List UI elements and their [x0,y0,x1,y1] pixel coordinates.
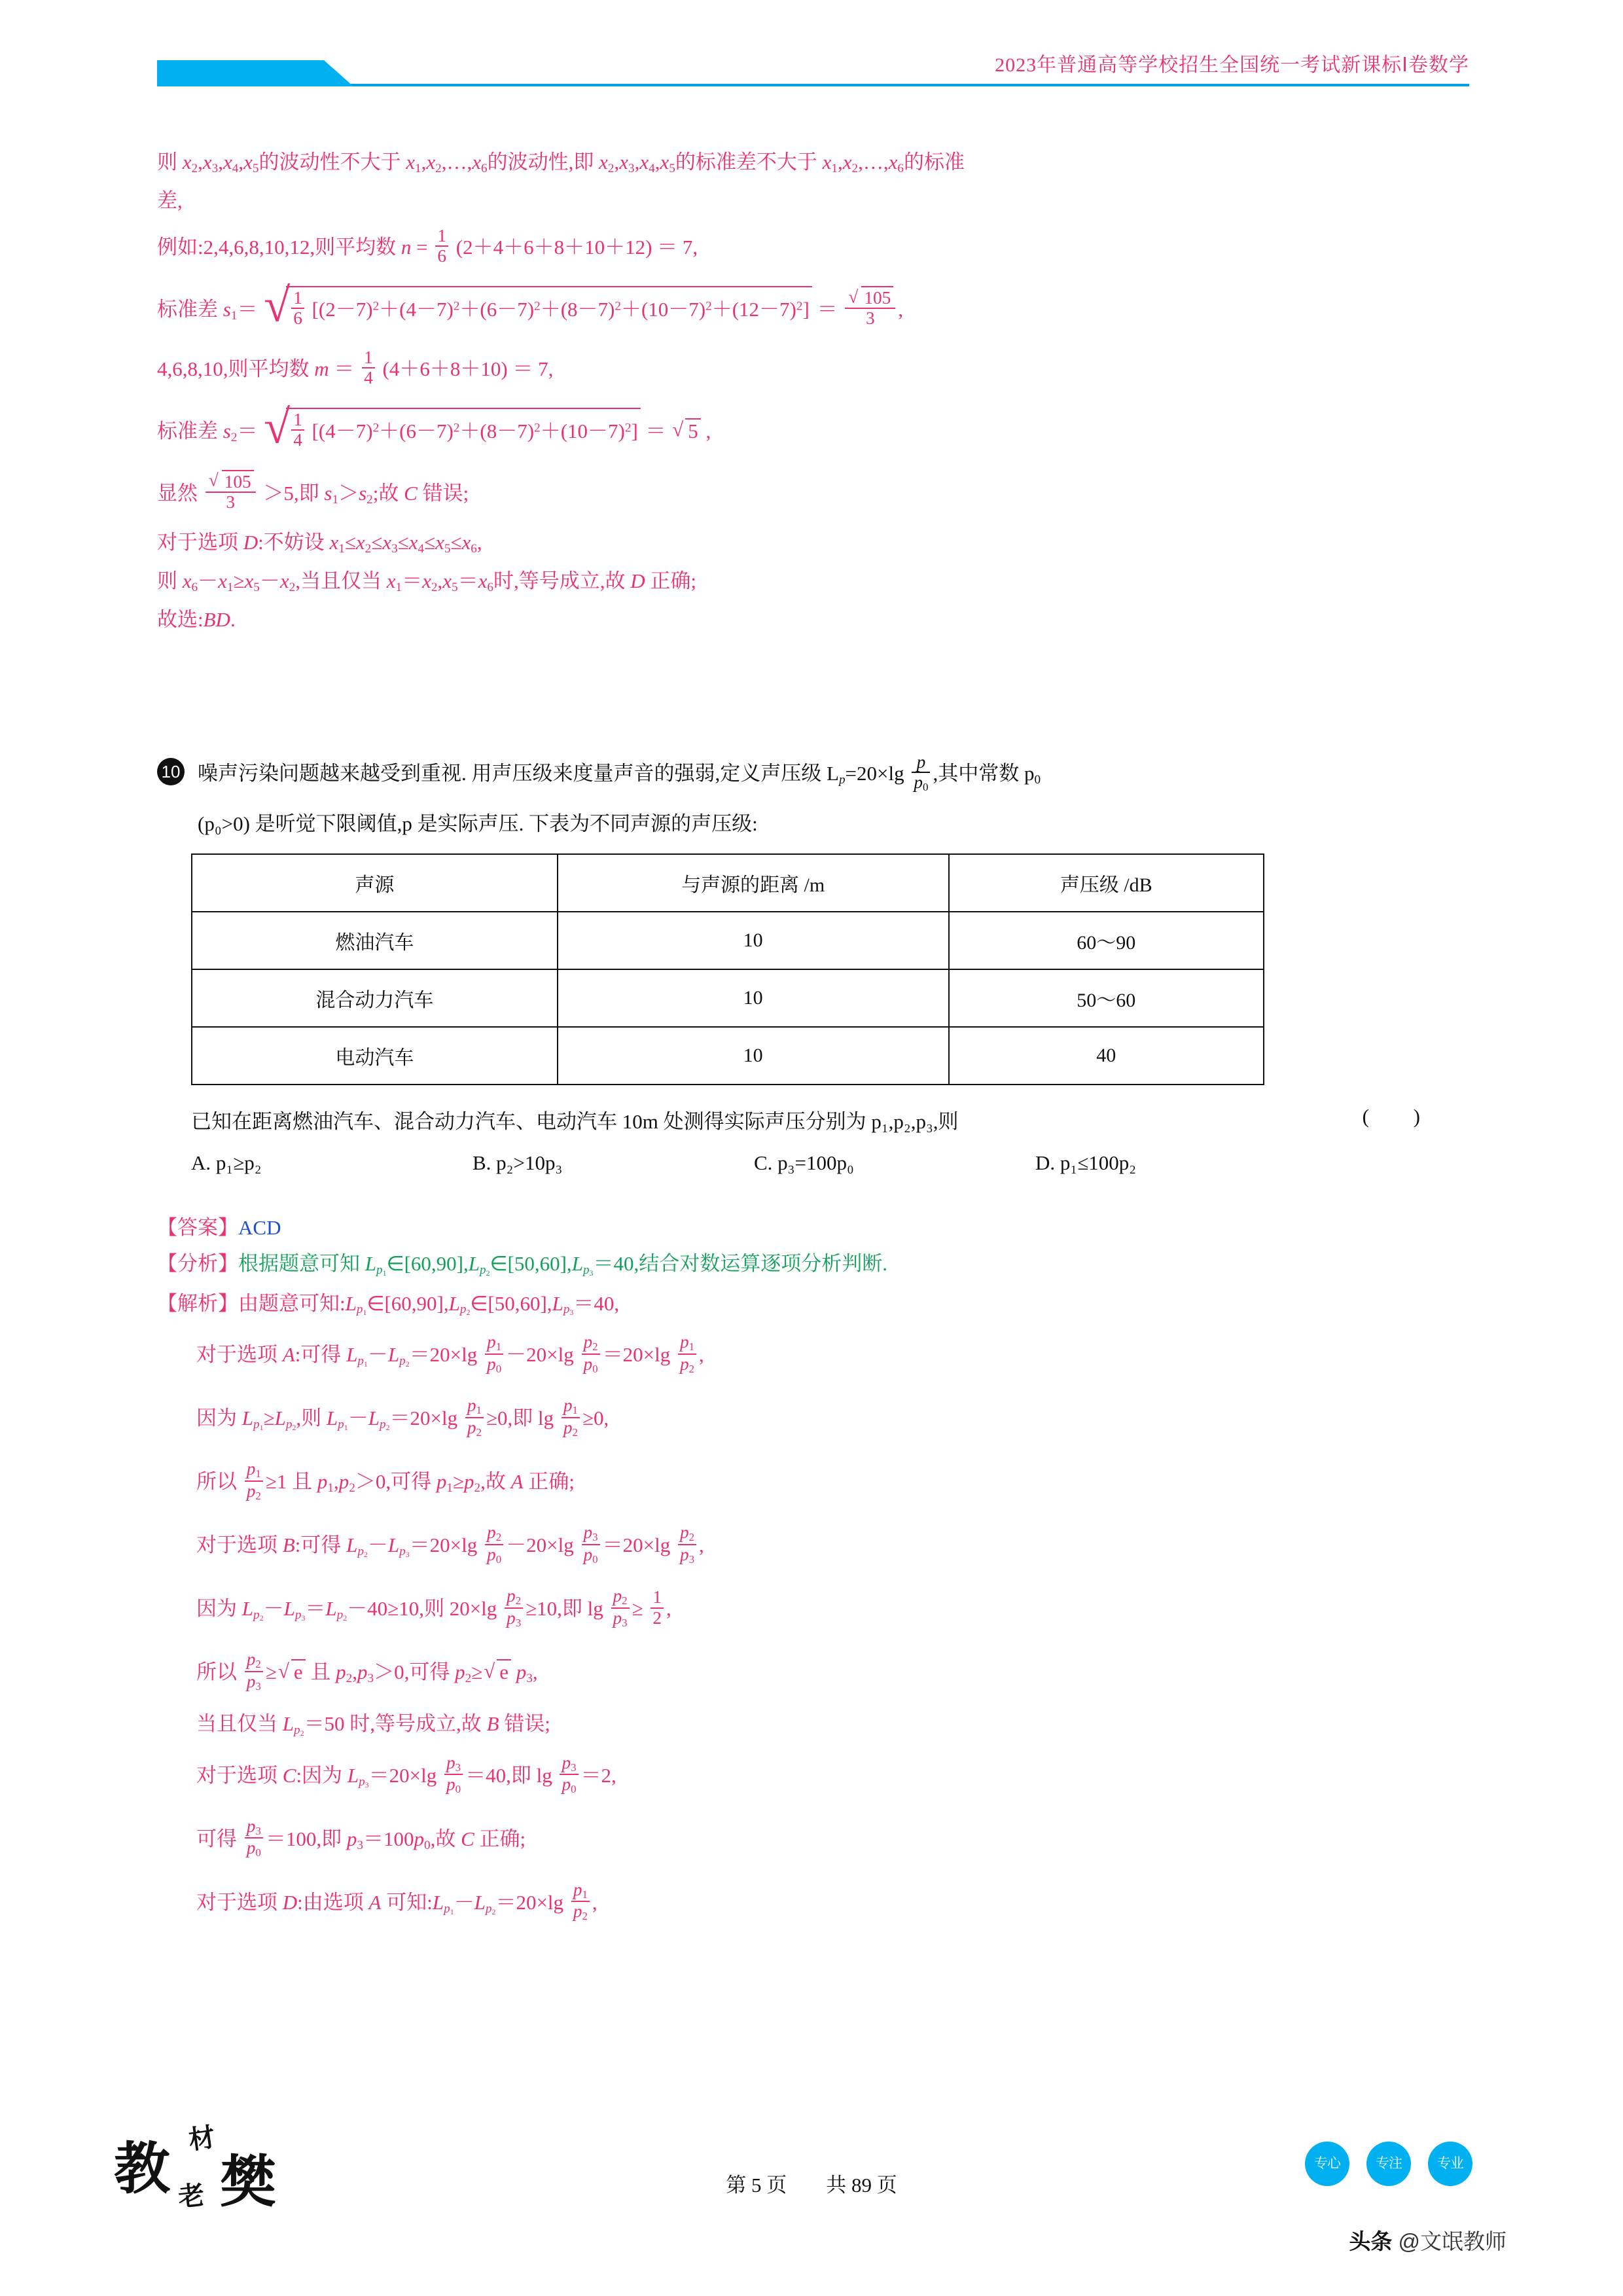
logo-char-1: 教 [114,2138,170,2200]
badge-group [1305,2142,1472,2186]
toutiao-handle: @文氓教师 [1398,2229,1507,2253]
solution-step-10: 对于选项 D:由选项 A 可知$:L_{p_1}-L_{p_2}=20\times\lg$ $\frac{p_1}{p_2}$ , [196,1879,597,1923]
question-stem-line-1: 噪声污染问题越来越受到重视. 用声压级来度量声音的强弱,定义声压级 $L_p=20\times\lg$ $\frac{p}{p_0}$ ,其中常数 $p_0$ [198,752,1041,794]
question-10 [157,753,1479,1175]
page-header [157,54,1469,131]
solution-step-4: 对于选项 B:可得 $L_{p_2}-L_{p_3}=20\times\lg$ $\frac{p_2}{p_0}$ －20×lg $\frac{p_3}{p_0}$ ＝20×lg $\frac{p_2}{p_3}$ , [196,1522,704,1566]
solution-step-8: 对于选项 C:因为 $L_{p_3}=20\times\lg$ $\frac{p_3}{p_0}$ ＝40,即 lg $\frac{p_3}{p_0}$ ＝2, [196,1752,616,1796]
answer-tag: 【答案】 [157,1216,238,1239]
logo-char-3: 老 [177,2180,206,2212]
solution-line-9: 则 $x_6-x_1\ge x_5-x_2$,当且仅当 $x_1=x_2,x_5=x_6$时,等号成立,故 D 正确; [157,569,697,594]
toutiao-brand: 头条 [1349,2229,1393,2253]
solution-tag-row [157,1293,1479,1318]
solution-line-5: 4,6,8,10,则平均数 m ＝ $\frac{1}{4}$ (4＋6＋8＋10) ＝ 7, [157,347,554,388]
table-header-distance: 与声源的距离 /m [558,854,949,912]
cell-level-1: 50～60 [949,969,1264,1027]
answer-row [157,1217,1479,1238]
cell-distance-1: 10 [558,969,949,1027]
solution-step-5: 因为 $L_{p_2}-L_{p_3}=L_{p_2}-40\ge 10$,则 20×lg $\frac{p_2}{p_3}$ ≥10,即 lg $\frac{p_2}{p_3}$ ≥ $\frac{1}{2}$ , [196,1586,671,1629]
answer-section [157,1217,1479,1944]
solution-line-1: 则 $x_2,x_3,x_4,x_5$的波动性不大于 $x_1,x_2,\dots,x_6$的波动性,即 $x_2,x_3,x_4,x_5$的标准差不大于 $x_1,x_2,\dots,x_6$的标准 [157,151,965,175]
solution-step-3: 所以 $\frac{p_1}{p_2}$ ≥1 且 $p_1,p_2>0$,可得 $p_1\ge p_2$,故 A 正确; [196,1459,575,1502]
solution-line-2: 差, [157,189,183,213]
solution-step-7: 当且仅当 $L_{p_2}=50$ 时,等号成立,故 B 错误; [196,1712,550,1738]
cell-source-0: 燃油汽车 [192,912,558,969]
solution-step-2: 因为 $L_{p_1}\ge L_{p_2}$,则 $L_{p_1}-L_{p_2}=20\times\lg$ $\frac{p_1}{p_2}$ ≥0,即 lg $\frac{p_1}{p_2}$ ≥0, [196,1395,609,1439]
cell-source-2: 电动汽车 [192,1027,558,1085]
solution-line-7: 显然 √ 105 3 ＞5,即 $s_1>s_2$;故 C 错误; [157,470,469,512]
solution-line-8: 对于选项 D:不妨设 $x_1\le x_2\le x_3\le x_4\le x_5\le x_6$, [157,530,482,556]
table-header-level: 声压级 /dB [949,854,1264,912]
solution-line-0: 由题意可知$:L_{p_1}\in[60,90],L_{p_2}\in[50,60],L_{p_3}=40$, [238,1291,620,1318]
table-row [192,969,1264,1027]
table-header-row [192,854,1264,912]
header-flag-shape [157,60,353,86]
logo-char-2: 材 [187,2122,217,2155]
answer-value: ACD [238,1216,281,1239]
solution-step-1: 对于选项 A:可得 $L_{p_1}-L_{p_2}=20\times\lg$ $\frac{p_1}{p_0}$ －20×lg $\frac{p_2}{p_0}$ ＝20×lg $\frac{p_1}{p_2}$ , [196,1332,704,1376]
option-d: D. p₁≤100p₂ [1035,1151,1137,1174]
question-number-badge: 10 [157,758,185,785]
badge-focus-heart: 专心 [1305,2142,1349,2186]
page-current: 第 5 页 [726,2174,787,2197]
cell-distance-0: 10 [558,912,949,969]
option-b: B. p₂>10p₃ [473,1151,563,1174]
header-rule [157,84,1469,86]
cell-level-0: 60～90 [949,912,1264,969]
previous-question-solution [157,152,1469,645]
stem-text-c: ,其中常数 p [933,762,1035,785]
option-c: C. p₃=100p₀ [754,1151,854,1174]
option-a: A. p₁≥p₂ [191,1151,262,1174]
stem-text-b: =20×lg [845,762,904,785]
badge-professional: 专业 [1428,2142,1472,2186]
solution-tag: 【解析】 [157,1291,238,1315]
solution-step-9: 可得 $\frac{p_3}{p_0}$ ＝100,即 $p_3=100p_0$,故 C 正确; [196,1816,526,1859]
logo-char-4: 樊 [220,2151,276,2214]
question-options [191,1151,1479,1175]
solution-line-3: 例如:2,4,6,8,10,12,则平均数 n = $\frac{1}{6}$ (2＋4＋6＋8＋10＋12) ＝ 7, [157,226,698,266]
solution-step-6: 所以 $\frac{p_2}{p_3}$ ≥ √ e 且 $p_2,p_3>0$,可得 $p_2\ge$ √ e $p_3$, [196,1649,538,1693]
badge-focus-attention: 专注 [1366,2142,1411,2186]
answer-bracket: ( ) [1362,1104,1440,1128]
table-row [192,1027,1264,1085]
page-total: 共 89 页 [826,2174,897,2197]
solution-line-6: 标准差 $s_2=$ √ $\frac{1}{4}$ $[(4-7)^2+(6-7)^2+(8-7)^2+(10-7)^2]$ ＝ √ 5 , [157,400,711,454]
table-header-source: 声源 [192,854,558,912]
cell-level-2: 40 [949,1027,1264,1085]
solution-line-4: 标准差 $s_1=$ √ $\frac{1}{6}$ $[(2-7)^2+(4-7)^2+(6-7)^2+(8-7)^2+(10-7)^2+(12-7)^2]$ ＝ √ 105 3 , [157,278,903,332]
question-known-line: 已知在距离燃油汽车、混合动力汽车、电动汽车 10m 处测得实际声压分别为 p₁,p₂,p₃,则 [191,1109,959,1133]
cell-distance-2: 10 [558,1027,949,1085]
cell-source-1: 混合动力汽车 [192,969,558,1027]
analysis-text: 根据题意可知 $L_{p_1}\in[60,90],L_{p_2}\in[50,60],L_{p_3}=40$,结合对数运算逐项分析判断. [238,1252,887,1278]
header-title: 2023年普通高等学校招生全国统一考试新课标Ⅰ卷数学 [995,54,1469,76]
analysis-tag: 【分析】 [157,1252,238,1275]
solution-line-10: 故选:BD. [157,607,236,631]
stem-text-a: 噪声污染问题越来越受到重视. 用声压级来度量声音的强弱,定义声压级 L [198,762,839,785]
question-stem-line-2: (p₀>0) 是听觉下限阈值,p 是实际声压. 下表为不同声源的声压级: [198,812,758,835]
page-footer [0,2100,1623,2296]
sound-pressure-table [191,853,1264,1085]
watermark-toutiao [1349,2225,1507,2255]
analysis-row [157,1253,1479,1278]
table-row [192,912,1264,969]
